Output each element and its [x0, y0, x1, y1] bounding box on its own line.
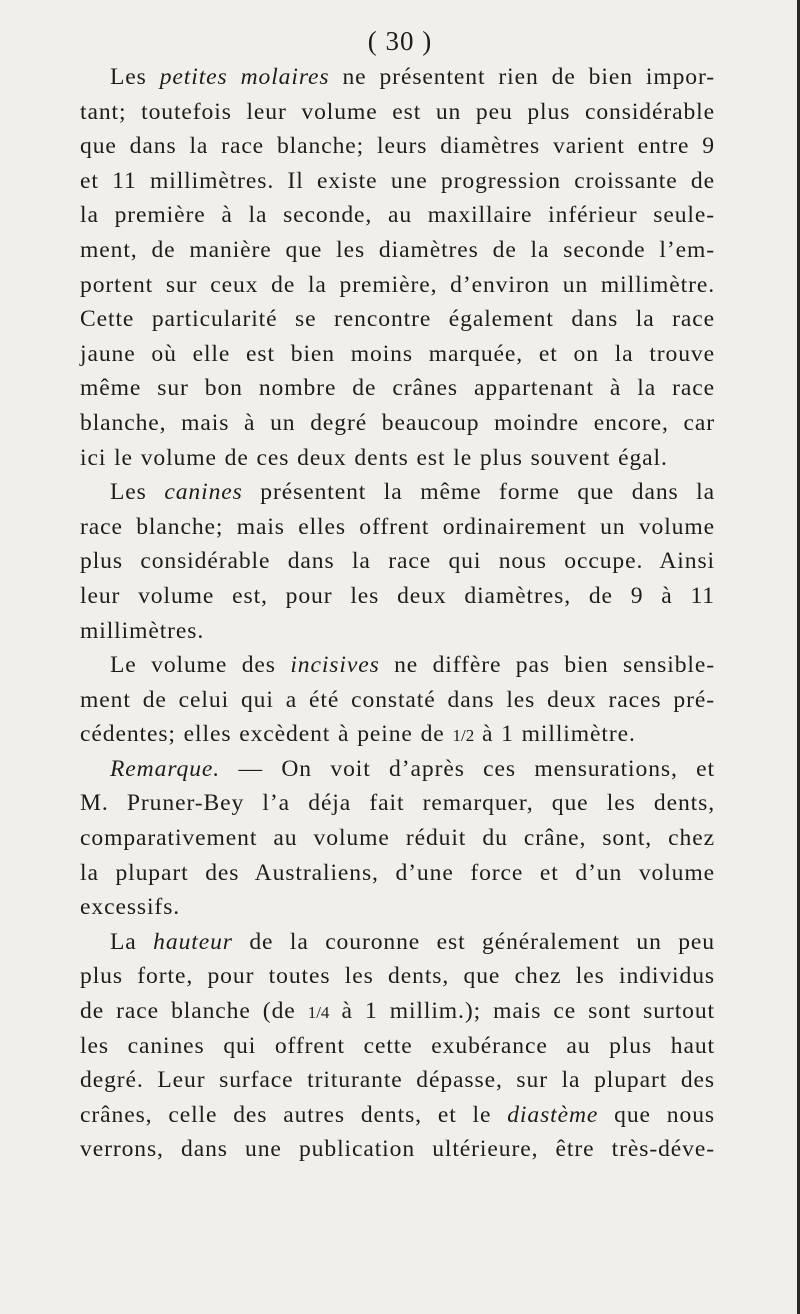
text-line: tant; toutefois leur volume est un peu plus considérable: [80, 98, 715, 125]
text-line: et 11 millimètres. Il existe une progression croissante de: [80, 167, 715, 194]
text-line: la première à la seconde, au maxillaire inférieur seule-: [80, 202, 715, 229]
text-line: Remarque. — On voit d’après ces mensurations, et: [110, 755, 715, 782]
text-line: comparativement au volume réduit du crâne, sont, chez: [80, 825, 715, 852]
text-line: degré. Leur surface triturante dépasse, sur la plupart des: [80, 1067, 715, 1094]
text-line: Les canines présentent la même forme que dans la: [110, 479, 715, 506]
text-line: de race blanche (de 1/4 à 1 millim.); mais ce sont surtout: [80, 998, 715, 1025]
fraction-half: 1/2: [452, 726, 475, 746]
text-line: excessifs.: [80, 894, 181, 921]
text-line: leur volume est, pour les deux diamètres, de 9 à 11: [80, 582, 715, 609]
text-line: crânes, celle des autres dents, et le diastème que nous: [80, 1101, 715, 1128]
text-line: plus considérable dans la race qui nous occupe. Ainsi: [80, 548, 715, 575]
text-line: Les petites molaires ne présentent rien de bien impor-: [110, 64, 716, 90]
text-line: blanche, mais à un degré beaucoup moindre encore, car: [80, 409, 715, 436]
text-line: ici le volume de ces deux dents est le plus souvent égal.: [80, 444, 668, 471]
page-number: ( 30 ): [367, 26, 433, 56]
text-line: ment, de manière que les diamètres de la seconde l’em-: [80, 236, 715, 263]
body-text: [80, 60, 715, 1167]
text-line: La hauteur de la couronne est généralement un peu: [110, 928, 716, 955]
text-line: que dans la race blanche; leurs diamètres varient entre 9: [80, 133, 715, 160]
text-line: portent sur ceux de la première, d’environ un millimètre.: [80, 271, 715, 298]
text-line: cédentes; elles excèdent à peine de 1/2 à 1 millimètre.: [80, 721, 636, 748]
text-line: race blanche; mais elles offrent ordinairement un volume: [80, 513, 715, 540]
text-line: jaune où elle est bien moins marquée, et on la trouve: [80, 340, 715, 367]
fraction-quarter: 1/4: [307, 1003, 330, 1023]
text-line: les canines qui offrent cette exubérance au plus haut: [80, 1032, 715, 1059]
text-line: ment de celui qui a été constaté dans les deux races pré-: [80, 686, 715, 713]
text-line: Le volume des incisives ne diffère pas bien sensible-: [110, 652, 715, 679]
text-line: même sur bon nombre de crânes appartenant à la race: [80, 375, 715, 402]
text-line: plus forte, pour toutes les dents, que chez les individus: [80, 963, 715, 990]
text-line: la plupart des Australiens, d’une force et d’un volume: [80, 859, 715, 886]
text-line: millimètres.: [80, 617, 205, 644]
text-line: M. Pruner-Bey l’a déja fait remarquer, que les dents,: [80, 790, 715, 817]
text-line: verrons, dans une publication ultérieure, être très-déve-: [80, 1136, 715, 1163]
text-line: Cette particularité se rencontre également dans la race: [80, 306, 715, 333]
